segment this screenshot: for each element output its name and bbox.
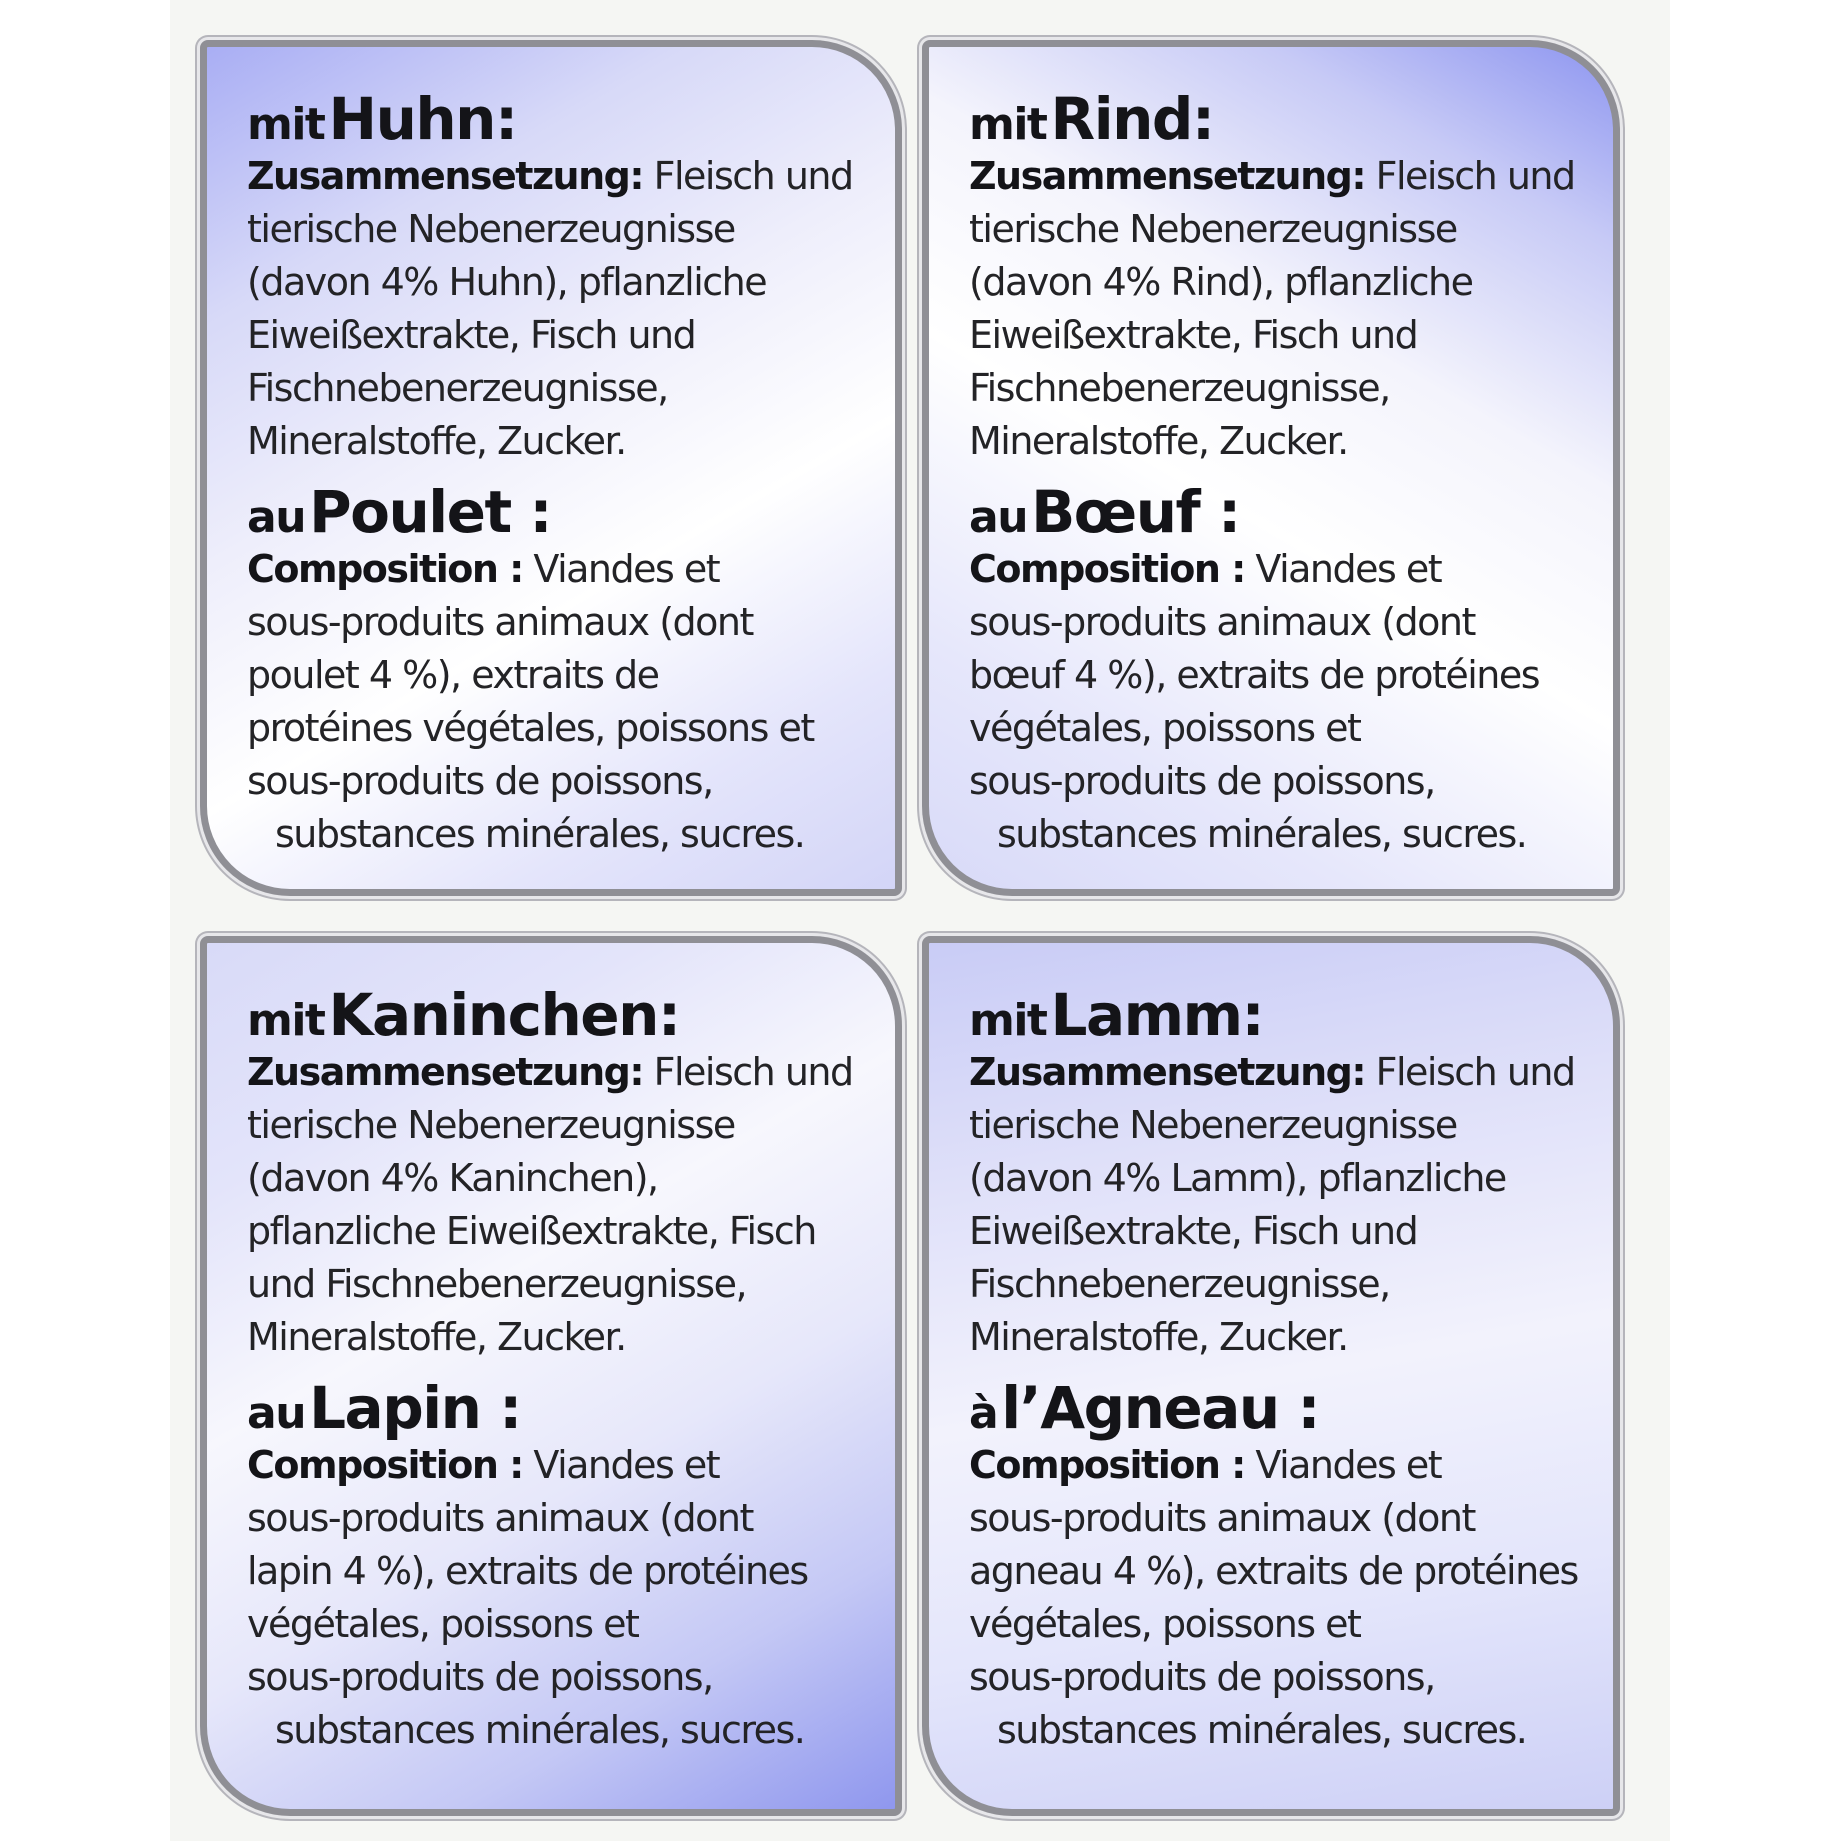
composition-label: Zusammensetzung: (247, 153, 644, 198)
french-ingredients (247, 1439, 871, 1757)
heading-prefix: à (969, 1387, 998, 1439)
ingredient-line: Zusammensetzung: Fleisch und (247, 1049, 853, 1094)
ingredient-line: Zusammensetzung: Fleisch und (247, 153, 853, 198)
ingredient-line: und Fischnebenerzeugnisse, (247, 1261, 747, 1306)
ingredient-line: agneau 4 %), extraits de protéines (969, 1548, 1578, 1593)
german-ingredients (969, 1046, 1589, 1364)
ingredient-line: (davon 4% Rind), pflanzliche (969, 259, 1473, 304)
ingredient-line: sous-produits animaux (dont (247, 1495, 753, 1540)
french-heading (969, 1373, 1589, 1442)
ingredient-line: substances minérales, sucres. (997, 811, 1527, 856)
ingredient-line: sous-produits de poissons, (969, 758, 1435, 803)
ingredient-line: bœuf 4 %), extraits de protéines (969, 652, 1540, 697)
ingredient-line: (davon 4% Huhn), pflanzliche (247, 259, 767, 304)
panel-content (969, 85, 1589, 861)
heading-name: Lamm: (1050, 981, 1264, 1049)
ingredient-line: tierische Nebenerzeugnisse (247, 206, 735, 251)
ingredient-line: pflanzliche Eiweißextrakte, Fisch (247, 1208, 816, 1253)
composition-label: Composition : (247, 546, 523, 591)
composition-label: Composition : (969, 546, 1245, 591)
panel-content (247, 981, 871, 1757)
ingredient-line: (davon 4% Kaninchen), (247, 1155, 658, 1200)
ingredient-line: Zusammensetzung: Fleisch und (969, 1049, 1575, 1094)
french-ingredients (969, 543, 1589, 861)
ingredient-line: sous-produits de poissons, (969, 1654, 1435, 1699)
ingredient-line: Composition : Viandes et (969, 546, 1442, 591)
german-ingredients (247, 1046, 871, 1364)
composition-label: Zusammensetzung: (969, 153, 1366, 198)
heading-name: Bœuf : (1031, 477, 1240, 546)
ingredient-panel-chicken (200, 40, 902, 896)
german-ingredients (247, 150, 871, 468)
ingredient-line: végétales, poissons et (969, 1601, 1361, 1646)
ingredient-line: tierische Nebenerzeugnisse (247, 1102, 735, 1147)
ingredient-line: tierische Nebenerzeugnisse (969, 1102, 1457, 1147)
ingredient-line: végétales, poissons et (969, 705, 1361, 750)
french-ingredients (969, 1439, 1589, 1757)
ingredient-line: sous-produits de poissons, (247, 758, 713, 803)
ingredient-line: Fischnebenerzeugnisse, (969, 1261, 1390, 1306)
heading-prefix: au (247, 491, 306, 543)
ingredient-line: Fischnebenerzeugnisse, (247, 365, 668, 410)
ingredient-panel-lamb (922, 936, 1620, 1816)
ingredient-line: Eiweißextrakte, Fisch und (247, 312, 696, 357)
composition-label: Composition : (969, 1442, 1245, 1487)
german-ingredients (969, 150, 1589, 468)
french-heading (247, 1373, 871, 1442)
heading-prefix: mit (247, 995, 325, 1046)
french-heading (247, 477, 871, 546)
ingredient-line: substances minérales, sucres. (997, 1707, 1527, 1752)
german-heading (969, 981, 1589, 1049)
ingredient-line: Composition : Viandes et (247, 546, 720, 591)
ingredient-line: Composition : Viandes et (969, 1442, 1442, 1487)
ingredient-line: poulet 4 %), extraits de (247, 652, 659, 697)
ingredient-line: Composition : Viandes et (247, 1442, 720, 1487)
ingredient-panel-beef (922, 40, 1620, 896)
heading-name: Kaninchen: (328, 981, 680, 1049)
ingredient-line: Mineralstoffe, Zucker. (969, 1314, 1348, 1359)
heading-prefix: au (247, 1387, 306, 1439)
heading-prefix: au (969, 491, 1028, 543)
composition-label: Zusammensetzung: (247, 1049, 644, 1094)
ingredient-line: lapin 4 %), extraits de protéines (247, 1548, 808, 1593)
ingredient-line: (davon 4% Lamm), pflanzliche (969, 1155, 1506, 1200)
ingredient-line: sous-produits animaux (dont (247, 599, 753, 644)
ingredient-line: tierische Nebenerzeugnisse (969, 206, 1457, 251)
ingredient-line: Fischnebenerzeugnisse, (969, 365, 1390, 410)
french-heading (969, 477, 1589, 546)
composition-label: Composition : (247, 1442, 523, 1487)
panel-content (969, 981, 1589, 1757)
composition-label: Zusammensetzung: (969, 1049, 1366, 1094)
heading-name: Lapin : (309, 1373, 521, 1442)
heading-prefix: mit (969, 995, 1047, 1046)
ingredient-line: sous-produits animaux (dont (969, 599, 1475, 644)
ingredient-line: Eiweißextrakte, Fisch und (969, 1208, 1418, 1253)
heading-name: l’Agneau : (1001, 1373, 1320, 1442)
french-ingredients (247, 543, 871, 861)
german-heading (969, 85, 1589, 153)
heading-prefix: mit (247, 99, 325, 150)
panel-content (247, 85, 871, 861)
german-heading (247, 85, 871, 153)
ingredient-line: substances minérales, sucres. (275, 1707, 805, 1752)
ingredient-line: sous-produits de poissons, (247, 1654, 713, 1699)
ingredient-line: sous-produits animaux (dont (969, 1495, 1475, 1540)
german-heading (247, 981, 871, 1049)
ingredient-line: substances minérales, sucres. (275, 811, 805, 856)
heading-name: Poulet : (309, 477, 552, 546)
ingredient-line: végétales, poissons et (247, 1601, 639, 1646)
heading-name: Huhn: (328, 85, 517, 153)
heading-prefix: mit (969, 99, 1047, 150)
heading-name: Rind: (1050, 85, 1214, 153)
ingredient-panel-rabbit (200, 936, 902, 1816)
ingredient-line: Eiweißextrakte, Fisch und (969, 312, 1418, 357)
ingredient-line: Mineralstoffe, Zucker. (969, 418, 1348, 463)
ingredient-line: Mineralstoffe, Zucker. (247, 418, 626, 463)
ingredient-line: Mineralstoffe, Zucker. (247, 1314, 626, 1359)
ingredient-line: protéines végétales, poissons et (247, 705, 814, 750)
ingredient-line: Zusammensetzung: Fleisch und (969, 153, 1575, 198)
